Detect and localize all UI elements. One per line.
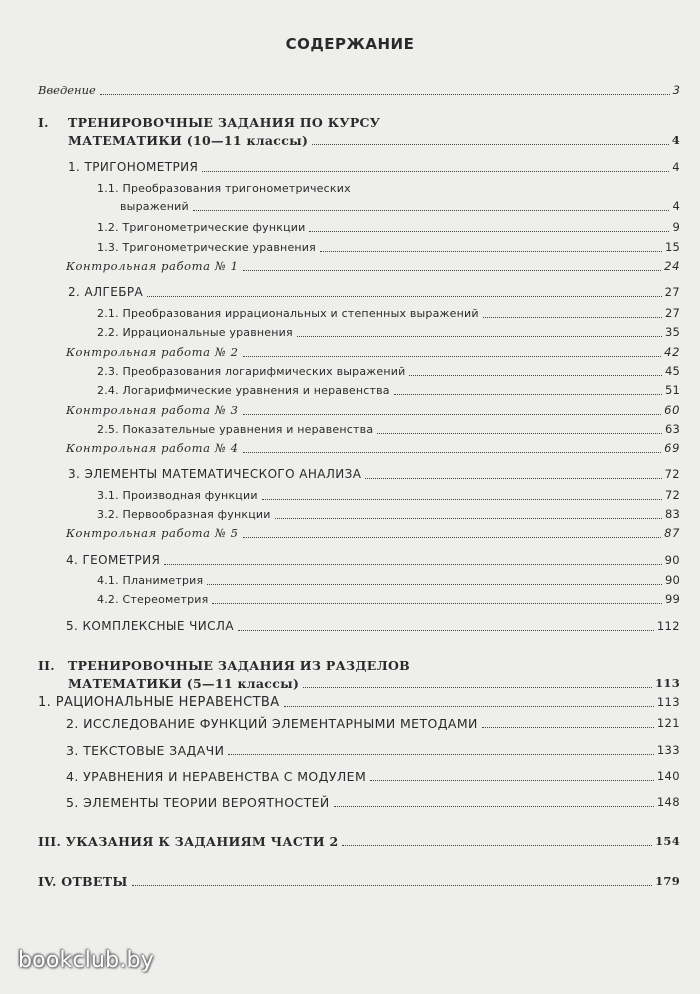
leader-dots <box>334 805 654 807</box>
section-label: 3. ЭЛЕМЕНТЫ МАТЕМАТИЧЕСКОГО АНАЛИЗА <box>68 467 362 481</box>
leader-dots <box>342 844 652 846</box>
subsection-label: 3.2. Первообразная функции <box>97 508 271 521</box>
toc-entry-1-1[interactable] <box>120 199 680 214</box>
part-4-label: IV. ОТВЕТЫ <box>38 874 128 889</box>
toc-entry-cr-4[interactable] <box>66 441 680 456</box>
leader-dots <box>409 374 662 376</box>
leader-dots <box>207 583 662 585</box>
toc-entry-p2-1[interactable] <box>38 695 680 710</box>
leader-dots <box>147 295 661 297</box>
toc-page-number: 83 <box>664 507 680 521</box>
part-1-title-line1: ТРЕНИРОВОЧНЫЕ ЗАДАНИЯ ПО КУРСУ <box>68 115 381 130</box>
subsection-label: 1.2. Тригонометрические функции <box>97 221 306 234</box>
toc-page-number: 9 <box>672 220 680 234</box>
leader-dots <box>284 705 654 707</box>
leader-dots <box>132 884 652 886</box>
subsection-label: 2.5. Показательные уравнения и неравенства <box>97 423 374 436</box>
subsection-label: 4.1. Планиметрия <box>97 574 204 587</box>
toc-page-number: 154 <box>655 834 680 848</box>
leader-dots <box>377 432 662 434</box>
part-1-heading <box>38 115 380 130</box>
toc-page-number: 140 <box>656 769 680 783</box>
page-title: СОДЕРЖАНИЕ <box>285 35 415 53</box>
toc-page-number: 113 <box>656 695 680 709</box>
toc-page-number: 3 <box>672 83 680 97</box>
toc-entry-p2-2[interactable] <box>66 716 680 731</box>
subsection-label: 2.4. Логарифмические уравнения и неравенства <box>97 384 390 397</box>
subsection-label: 4.2. Стереометрия <box>97 593 209 606</box>
toc-entry-2-1[interactable] <box>97 306 680 321</box>
toc-page-number: 42 <box>664 345 680 359</box>
test-label: Контрольная работа № 2 <box>66 345 239 359</box>
toc-entry-4-1[interactable] <box>97 573 680 588</box>
leader-dots <box>482 726 654 728</box>
leader-dots <box>275 517 662 519</box>
toc-entry-anal[interactable] <box>68 467 680 482</box>
toc-page-number: 15 <box>664 240 680 254</box>
leader-dots <box>243 269 662 271</box>
toc-page-number: 112 <box>656 619 680 633</box>
leader-dots <box>164 563 661 565</box>
toc-page-number: 35 <box>664 325 680 339</box>
leader-dots <box>212 602 662 604</box>
toc-entry-3-1[interactable] <box>97 488 680 503</box>
toc-entry-geom[interactable] <box>66 553 680 568</box>
part-2-heading <box>38 658 410 673</box>
section-label: 5. КОМПЛЕКСНЫЕ ЧИСЛА <box>66 619 234 633</box>
toc-page-number: 148 <box>656 795 680 809</box>
subsection-label: 1.3. Тригонометрические уравнения <box>97 241 316 254</box>
part-number: I. <box>38 115 49 130</box>
toc-entry-2-2[interactable] <box>97 325 680 340</box>
toc-entry-cr-3[interactable] <box>66 403 680 418</box>
toc-page-number: 90 <box>664 573 680 587</box>
leader-dots <box>303 686 652 688</box>
subsection-label: выражений <box>120 200 189 213</box>
leader-dots <box>202 170 669 172</box>
leader-dots <box>193 209 670 211</box>
toc-page-number: 4 <box>672 160 680 174</box>
part-2-title-line1: ТРЕНИРОВОЧНЫЕ ЗАДАНИЯ ИЗ РАЗДЕЛОВ <box>68 658 411 673</box>
leader-dots <box>394 393 662 395</box>
toc-page-number: 69 <box>664 441 680 455</box>
test-label: Контрольная работа № 4 <box>66 441 239 455</box>
toc-page-number: 99 <box>664 592 680 606</box>
toc-page-number: 179 <box>655 874 680 888</box>
toc-entry-4-2[interactable] <box>97 592 680 607</box>
toc-entry-part-3[interactable] <box>38 834 680 849</box>
toc-entry-2-5[interactable] <box>97 422 680 437</box>
subsection-label: 2.3. Преобразования логарифмических выражений <box>97 365 406 378</box>
toc-page-number: 4 <box>672 199 680 213</box>
test-label: Контрольная работа № 1 <box>66 259 239 273</box>
toc-entry-p2-5[interactable] <box>66 795 680 810</box>
part-1-title-line2: МАТЕМАТИКИ (10—11 классы) <box>68 133 309 148</box>
toc-entry-3-2[interactable] <box>97 507 680 522</box>
leader-dots <box>365 477 661 479</box>
toc-entry-trig[interactable] <box>68 160 680 175</box>
toc-page-number: 27 <box>664 285 680 299</box>
toc-entry-intro[interactable] <box>38 83 680 98</box>
section-label: 1. РАЦИОНАЛЬНЫЕ НЕРАВЕНСТВА <box>38 695 280 710</box>
toc-page-number: 113 <box>655 676 680 690</box>
toc-page-number: 72 <box>664 467 680 481</box>
toc-entry-alg[interactable] <box>68 285 680 300</box>
leader-dots <box>238 629 654 631</box>
part-3-label: III. УКАЗАНИЯ К ЗАДАНИЯМ ЧАСТИ 2 <box>38 834 339 849</box>
toc-entry-compl[interactable] <box>66 619 680 634</box>
subsection-label: 3.1. Производная функции <box>97 489 258 502</box>
leader-dots <box>309 230 669 232</box>
toc-page-number: 4 <box>671 133 680 147</box>
toc-page-number: 121 <box>656 716 680 730</box>
leader-dots <box>370 779 654 781</box>
subsection-1-1-line1: 1.1. Преобразования тригонометрических <box>97 182 351 195</box>
section-label: 4. ГЕОМЕТРИЯ <box>66 553 161 567</box>
leader-dots <box>312 143 669 145</box>
toc-entry-p2-4[interactable] <box>66 769 680 784</box>
leader-dots <box>243 536 662 538</box>
part-number: II. <box>38 658 55 673</box>
subsection-label: 2.1. Преобразования иррациональных и степенных выражений <box>97 307 479 320</box>
section-label: 5. ЭЛЕМЕНТЫ ТЕОРИИ ВЕРОЯТНОСТЕЙ <box>66 795 330 810</box>
toc-page-number: 63 <box>664 422 680 436</box>
section-label: 2. АЛГЕБРА <box>68 285 144 299</box>
section-label: 4. УРАВНЕНИЯ И НЕРАВЕНСТВА С МОДУЛЕМ <box>66 769 367 784</box>
leader-dots <box>228 753 653 755</box>
leader-dots <box>243 355 662 357</box>
toc-entry-2-3[interactable] <box>97 364 680 379</box>
leader-dots <box>297 335 662 337</box>
toc-entry-label: Введение <box>38 83 96 97</box>
toc-page-number: 24 <box>664 259 680 273</box>
leader-dots <box>320 250 662 252</box>
toc-page-number: 133 <box>656 743 680 757</box>
toc-page-number: 45 <box>664 364 680 378</box>
toc-entry-part-1[interactable] <box>68 133 680 148</box>
leader-dots <box>262 498 662 500</box>
toc-page-number: 27 <box>664 306 680 320</box>
part-2-title-line2: МАТЕМАТИКИ (5—11 классы) <box>68 676 300 691</box>
toc-entry-1-3[interactable] <box>97 240 680 255</box>
toc-entry-1-2[interactable] <box>97 220 680 235</box>
leader-dots <box>243 451 662 453</box>
section-label: 1. ТРИГОНОМЕТРИЯ <box>68 160 199 174</box>
toc-page-number: 60 <box>664 403 680 417</box>
toc-page-number: 87 <box>664 526 680 540</box>
toc-entry-cr-1[interactable] <box>66 259 680 274</box>
toc-page-number: 72 <box>664 488 680 502</box>
toc-page-number: 90 <box>664 553 680 567</box>
subsection-label: 2.2. Иррациональные уравнения <box>97 326 293 339</box>
leader-dots <box>483 316 662 318</box>
toc-entry-cr-2[interactable] <box>66 345 680 360</box>
leader-dots <box>243 413 662 415</box>
toc-page-number: 51 <box>664 383 680 397</box>
test-label: Контрольная работа № 3 <box>66 403 239 417</box>
test-label: Контрольная работа № 5 <box>66 526 239 540</box>
section-label: 3. ТЕКСТОВЫЕ ЗАДАЧИ <box>66 743 225 758</box>
toc-entry-2-4[interactable] <box>97 383 680 398</box>
section-label: 2. ИССЛЕДОВАНИЕ ФУНКЦИЙ ЭЛЕМЕНТАРНЫМИ МЕТОДАМИ <box>66 716 478 731</box>
toc-entry-p2-3[interactable] <box>66 743 680 758</box>
leader-dots <box>100 93 670 95</box>
toc-entry-cr-5[interactable] <box>66 526 680 541</box>
toc-entry-part-4[interactable] <box>38 874 680 889</box>
toc-entry-part-2[interactable] <box>68 676 680 691</box>
watermark-logo: bookclub.by <box>18 948 154 973</box>
